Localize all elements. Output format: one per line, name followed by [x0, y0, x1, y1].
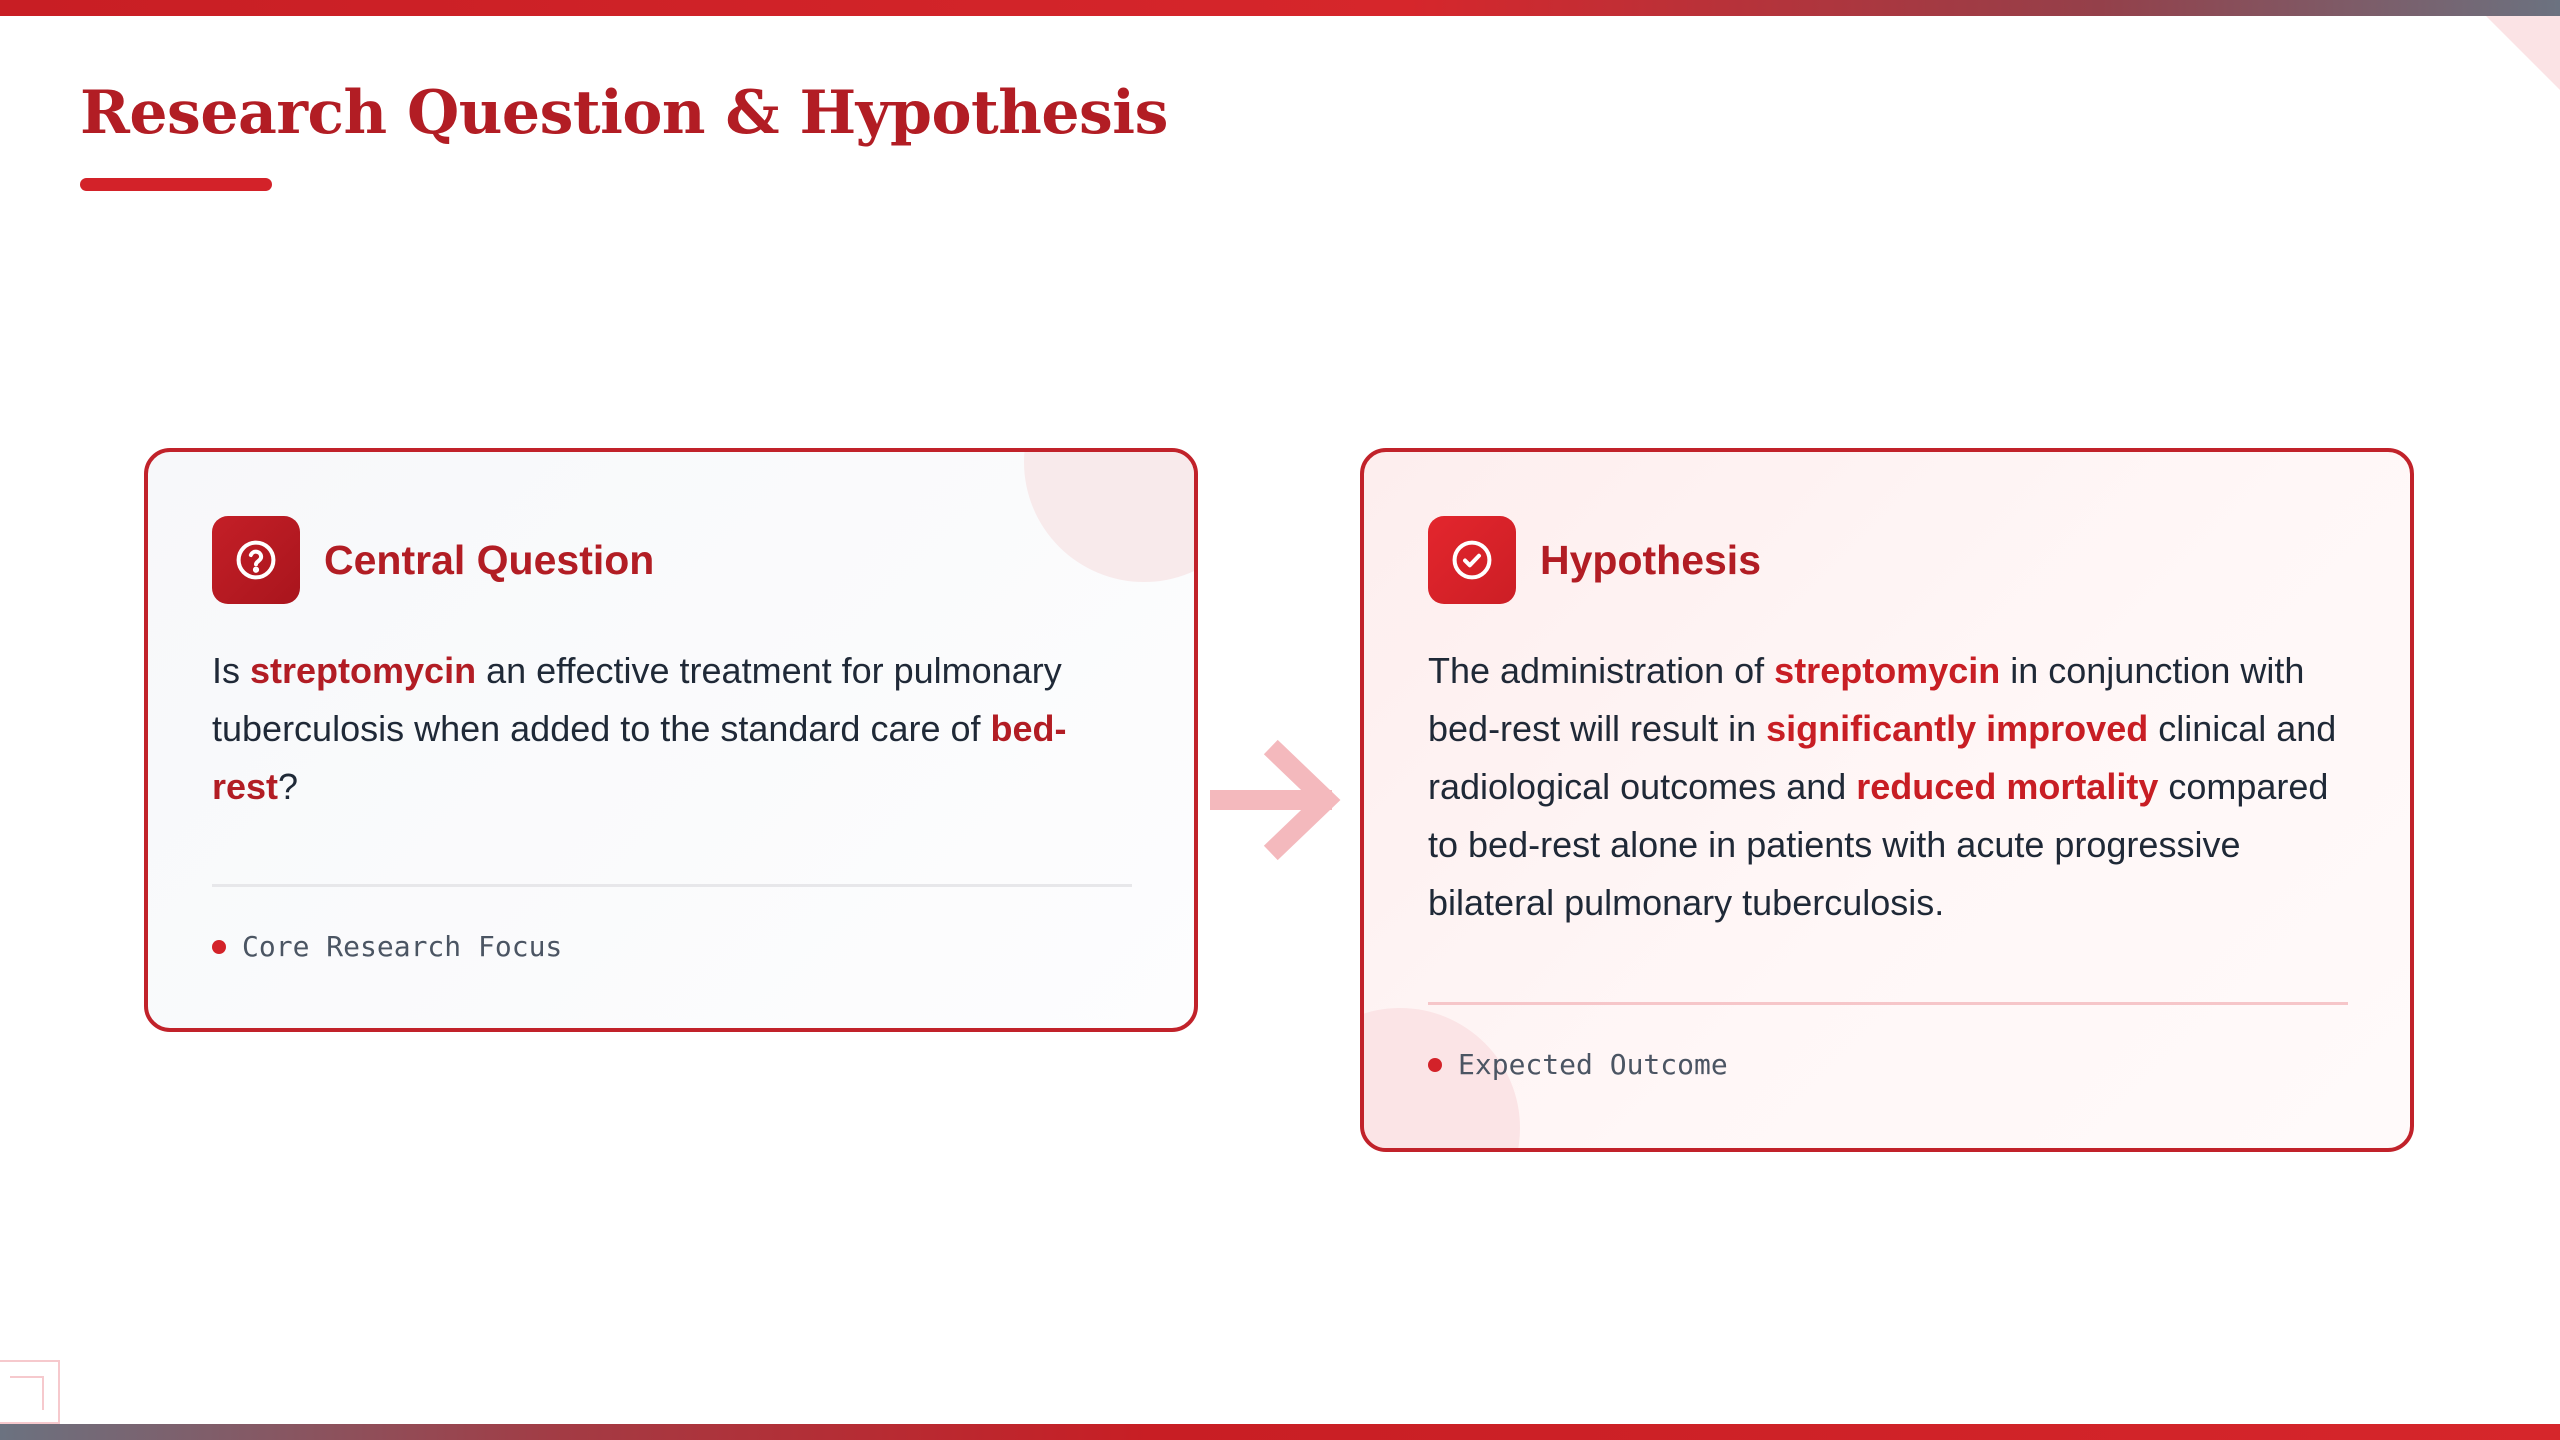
card-header — [212, 516, 654, 604]
text-segment: Is — [212, 650, 251, 691]
corner-decoration — [2486, 16, 2560, 90]
card-divider — [212, 884, 1132, 887]
bullet-dot — [1428, 1058, 1442, 1072]
text-segment: clinical and radiological outcomes and — [1428, 708, 2337, 807]
bottom-accent-bar — [0, 1424, 2560, 1440]
highlighted-term: reduced mortality — [1856, 766, 2159, 807]
highlighted-term: bed-rest — [212, 708, 1067, 807]
highlighted-term: streptomycin — [250, 650, 477, 691]
check-circle-icon — [1428, 516, 1516, 604]
highlighted-term: significantly improved — [1766, 708, 2149, 749]
text-segment: in conjunction with bed-rest will result in — [1428, 650, 2305, 749]
card-divider — [1428, 1002, 2348, 1005]
card-title: Hypothesis — [1540, 536, 1761, 583]
arrow-right-icon — [1210, 738, 1346, 862]
card-header — [1428, 516, 1761, 604]
corner-square-decoration — [0, 1360, 60, 1424]
highlighted-term: streptomycin — [1774, 650, 2001, 691]
card-footer — [1428, 1048, 1728, 1081]
hypothesis-text — [1428, 642, 2368, 932]
card-title: Central Question — [324, 536, 655, 583]
card-decoration-circle — [1024, 448, 1198, 582]
text-segment: The administration of — [1428, 650, 1775, 691]
bullet-dot — [212, 940, 226, 954]
title-underline — [80, 178, 272, 191]
text-segment: ? — [278, 766, 299, 807]
text-segment: compared to bed-rest alone in patients with acute progressive bilateral pulmonary tuberculosis. — [1428, 766, 2329, 923]
page-title: Research Question & Hypothesis — [80, 78, 1168, 148]
central-question-card — [144, 448, 1198, 1032]
top-accent-bar — [0, 0, 2560, 16]
footer-label: Core Research Focus — [242, 930, 563, 963]
question-circle-icon — [212, 516, 300, 604]
question-text — [212, 642, 1152, 816]
hypothesis-card — [1360, 448, 2414, 1152]
footer-label: Expected Outcome — [1458, 1048, 1728, 1081]
card-footer — [212, 930, 562, 963]
text-segment: an effective treatment for pulmonary tuberculosis when added to the standard care of — [212, 650, 1062, 749]
